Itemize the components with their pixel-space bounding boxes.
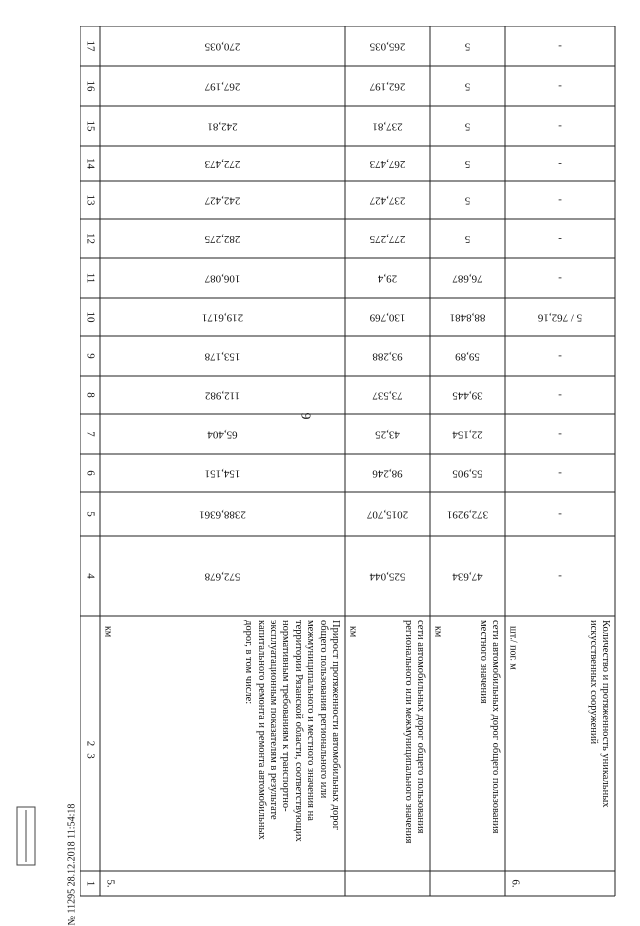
value-cell: 65,404 (207, 428, 238, 441)
value-cell: 267,473 (369, 157, 406, 170)
table-wrapper (80, 26, 620, 900)
value-cell: 130,769 (369, 311, 406, 324)
column-number-7: 7 (84, 431, 97, 437)
column-number-16: 16 (84, 80, 97, 92)
value-cell: 2388,6361 (199, 508, 246, 521)
value-cell: 73,537 (372, 389, 403, 402)
column-number-10: 10 (84, 311, 97, 323)
column-number-12: 12 (84, 233, 97, 244)
value-cell: - (558, 428, 562, 441)
value-cell: 22,154 (452, 428, 483, 441)
value-cell: - (558, 508, 562, 521)
value-cell: 5 (464, 232, 471, 245)
value-cell: 219,6171 (201, 311, 244, 324)
rotated-table (80, 26, 620, 900)
column-number-8: 8 (84, 392, 97, 398)
description-cell (101, 617, 344, 870)
value-cell: 76,687 (452, 272, 483, 285)
unit-cell: км (102, 626, 114, 638)
row-description: сети автомобильных дорог общего пользования местного значения (477, 620, 501, 834)
row-number: 5. (104, 879, 117, 888)
column-number-4: 4 (84, 573, 97, 579)
unit-cell: км (347, 626, 359, 638)
column-number-9: 9 (84, 353, 97, 359)
value-cell: 98,246 (372, 467, 403, 480)
value-cell: 5 (464, 120, 471, 133)
column-number-3: 3 (84, 753, 97, 759)
value-cell: 2015,707 (366, 508, 409, 521)
value-cell: 153,178 (204, 350, 241, 363)
value-cell: - (558, 272, 562, 285)
column-number-14: 14 (84, 158, 97, 169)
value-cell: 265,035 (369, 40, 406, 53)
column-number-11: 11 (84, 272, 97, 284)
unit-cell: км (432, 626, 444, 638)
column-number-2: 2 (84, 740, 97, 747)
value-cell: 43,25 (375, 428, 400, 441)
row-description: Количество и протяженность уникальных искусственных сооружений (587, 620, 611, 808)
value-cell: - (558, 467, 562, 480)
value-cell: 5 (464, 157, 471, 170)
row-description: сети автомобильных дорог общего пользования регионального или межмуниципального значения (402, 620, 426, 844)
row-number: 6. (509, 879, 522, 888)
value-cell: 47,634 (452, 570, 483, 583)
value-cell: 242,427 (204, 194, 241, 207)
value-cell: 262,197 (369, 80, 406, 93)
unit-cell: шт./ пог. м (507, 626, 519, 670)
value-cell: 242,81 (207, 120, 238, 133)
value-cell: 272,473 (204, 157, 241, 170)
value-cell: 237,427 (369, 194, 406, 207)
value-cell: - (558, 80, 562, 93)
value-cell: 282,275 (204, 232, 241, 245)
description-cell (346, 617, 429, 870)
value-cell: - (558, 40, 562, 53)
value-cell: 572,678 (204, 570, 241, 583)
row-description: Прирост протяженности автомобильных дорог общего пользования регионального или межмуниципального и местного значения на территории Рязанской области, соответствующих нормативным требованиям к транспортно-эксплуатационным показателям в результате капитального ремонта и ремонта автомобильных дорог, в том числе: (243, 620, 341, 842)
value-cell: 5 (464, 80, 471, 93)
value-cell: 39,445 (452, 389, 483, 402)
value-cell: 154,151 (204, 467, 241, 480)
document-stamp-id: № 11295 28.12.2018 11:54:18 (66, 803, 78, 926)
value-cell: 55,905 (452, 467, 483, 480)
column-number-13: 13 (84, 194, 97, 206)
description-cell (506, 617, 614, 870)
column-number-17: 17 (84, 40, 97, 52)
value-cell: 5 (464, 40, 471, 53)
column-number-15: 15 (84, 120, 97, 132)
description-cell (431, 617, 504, 870)
value-cell: - (558, 120, 562, 133)
value-cell: 93,288 (372, 350, 403, 363)
value-cell: 5 / 762,16 (537, 311, 583, 324)
value-cell: 372,9291 (446, 508, 489, 521)
column-number-5: 5 (84, 511, 97, 517)
value-cell: - (558, 194, 562, 207)
value-cell: 237,81 (372, 120, 403, 133)
value-cell: - (558, 570, 562, 583)
value-cell: - (558, 389, 562, 402)
value-cell: 277,275 (369, 232, 406, 245)
column-number-1: 1 (84, 880, 97, 887)
value-cell: - (558, 157, 562, 170)
value-cell: 525,044 (369, 570, 406, 583)
column-number-6: 6 (84, 470, 97, 476)
value-cell: 59,89 (455, 350, 480, 363)
value-cell: 267,197 (204, 80, 241, 93)
value-cell: - (558, 232, 562, 245)
page-number: 9 (297, 412, 313, 420)
value-cell: - (558, 350, 562, 363)
value-cell: 270,035 (204, 40, 241, 53)
value-cell: 112,982 (204, 389, 241, 402)
registration-stamp (16, 806, 36, 866)
value-cell: 29,4 (377, 272, 398, 285)
value-cell: 106,087 (204, 272, 241, 285)
value-cell: 88,8481 (449, 311, 486, 324)
value-cell: 5 (464, 194, 471, 207)
